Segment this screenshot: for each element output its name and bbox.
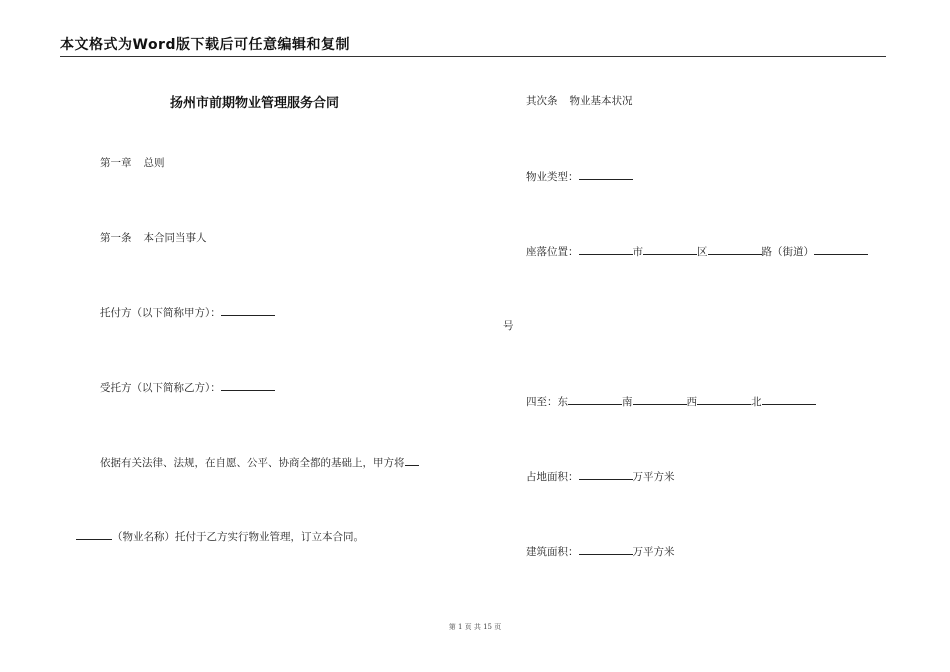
boundaries-label: 四至：东 [526, 396, 568, 408]
north-blank [762, 393, 816, 405]
property-type-label: 物业类型： [526, 171, 579, 183]
location-label: 座落位置： [526, 246, 579, 258]
party-b-label: 受托方（以下简称乙方）： [100, 382, 221, 394]
property-name-blank [76, 528, 112, 540]
building-area-label: 建筑面积： [526, 546, 579, 558]
party-b-blank [221, 379, 275, 391]
boundaries-line [526, 393, 816, 409]
land-area-unit: 万平方米 [632, 471, 675, 483]
road-blank [708, 243, 762, 255]
building-area-line [526, 543, 675, 559]
property-type-line [526, 168, 633, 184]
property-type-blank [579, 168, 633, 180]
building-area-unit: 万平方米 [632, 546, 675, 558]
location-line [526, 243, 868, 259]
number-blank [814, 243, 868, 255]
chapter-number: 第一章 [100, 157, 132, 169]
land-area-blank [579, 468, 633, 480]
contract-title: 扬州市前期物业管理服务合同 [170, 96, 340, 111]
land-area-line [526, 468, 675, 484]
city-label: 市 [632, 246, 643, 258]
city-blank [579, 243, 633, 255]
land-area-label: 占地面积： [526, 471, 579, 483]
building-area-blank [579, 543, 633, 555]
party-b-line [100, 379, 275, 395]
south-blank [633, 393, 687, 405]
west-blank [697, 393, 751, 405]
party-a-blank [221, 304, 275, 316]
article-2-name: 物业基本状况 [569, 95, 633, 107]
document-header: 本文格式为Word版下载后可任意编辑和复制 [60, 34, 886, 57]
chapter-name: 总则 [143, 157, 165, 169]
article-1-number: 第一条 [100, 232, 132, 244]
east-blank [568, 393, 622, 405]
west-label: 西 [686, 396, 697, 408]
basis-continuation-line [76, 528, 364, 544]
basis-line [100, 454, 419, 470]
page-number-footer: 第 1 页 共 15 页 [448, 623, 502, 631]
south-label: 南 [622, 396, 633, 408]
north-label: 北 [751, 396, 762, 408]
basis-text: 依据有关法律、法规，在自愿、公平、协商全都的基础上，甲方将 [100, 457, 405, 469]
article-2-heading [526, 93, 633, 108]
district-blank [643, 243, 697, 255]
article-2-number: 其次条 [526, 95, 558, 107]
number-suffix: 号 [503, 320, 514, 332]
party-a-label: 托付方（以下简称甲方）： [100, 307, 221, 319]
basis-continuation-text: （物业名称）托付于乙方实行物业管理，订立本合同。 [112, 531, 364, 543]
party-a-line [100, 304, 275, 320]
district-label: 区 [697, 246, 708, 258]
article-1-heading [100, 230, 207, 245]
chapter-heading [100, 155, 165, 170]
basis-blank [405, 454, 419, 466]
article-1-name: 本合同当事人 [143, 232, 207, 244]
road-label: 路（街道） [761, 246, 814, 258]
